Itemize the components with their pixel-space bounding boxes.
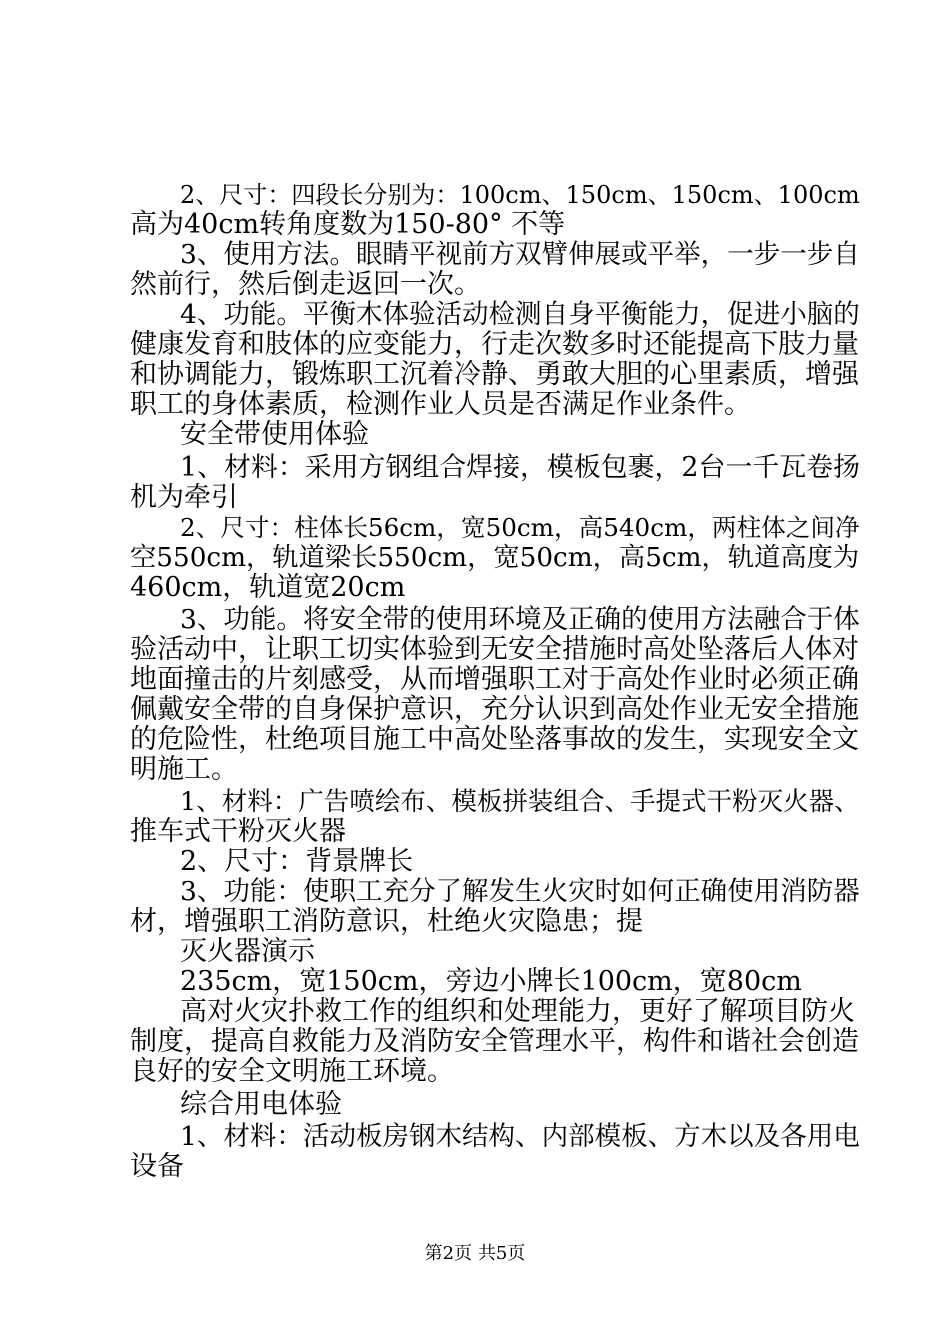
- text-line: 和协调能力，锻炼职工沉着冷静、勇敢大胆的心里素质，增强: [130, 359, 859, 390]
- text-line: 高对火灾扑救工作的组织和处理能力，更好了解项目防火: [180, 996, 855, 1027]
- text-line: 2、尺寸：背景牌长: [180, 846, 414, 877]
- text-line: 高为40cm转角度数为150-80° 不等: [130, 209, 566, 240]
- text-line: 验活动中，让职工切实体验到无安全措施时高处坠落后人体对: [130, 634, 859, 665]
- text-line: 机为牵引: [130, 482, 238, 513]
- text-line: 地面撞击的片刻感受，从而增强职工对于高处作业时必须正确: [130, 664, 859, 695]
- text-line: 空550cm，轨道梁长550cm，宽50cm，高5cm，轨道高度为: [130, 543, 860, 573]
- section-heading: 安全带使用体验: [180, 419, 369, 450]
- section-heading: 综合用电体验: [180, 1089, 342, 1120]
- text-line: 235cm，宽150cm，旁边小牌长100cm，宽80cm: [180, 966, 802, 997]
- text-line: 3、功能：使职工充分了解发生火灾时如何正确使用消防器: [180, 876, 860, 907]
- text-line: 3、功能。将安全带的使用环境及正确的使用方法融合于体: [180, 604, 860, 635]
- text-line: 然前行，然后倒走返回一次。: [130, 269, 481, 300]
- text-line: 的危险性，杜绝项目施工中高处坠落事故的发生，实现安全文: [130, 724, 859, 755]
- text-line: 佩戴安全带的自身保护意识，充分认识到高处作业无安全措施: [130, 694, 859, 725]
- page-number-footer: 第2页 共5页: [424, 1243, 526, 1264]
- text-line: 2、尺寸：柱体长56cm，宽50cm，高540cm，两柱体之间净: [180, 513, 860, 542]
- text-line: 推车式干粉灭火器: [130, 816, 346, 847]
- text-line: 4、功能。平衡木体验活动检测自身平衡能力，促进小脑的: [180, 299, 860, 330]
- text-line: 职工的身体素质，检测作业人员是否满足作业条件。: [130, 389, 751, 420]
- text-line: 材，增强职工消防意识，杜绝火灾隐患；提: [130, 906, 643, 937]
- text-line: 3、使用方法。眼睛平视前方双臂伸展或平举，一步一步自: [180, 239, 860, 270]
- text-line: 1、材料：广告喷绘布、模板拼装组合、手提式干粉灭火器、: [180, 787, 860, 817]
- text-line: 460cm，轨道宽20cm: [130, 572, 406, 603]
- section-heading: 灭火器演示: [180, 936, 315, 967]
- text-line: 健康发育和肢体的应变能力，行走次数多时还能提高下肢力量: [130, 329, 859, 360]
- text-line: 2、尺寸：四段长分别为：100cm、150cm、150cm、100cm: [180, 181, 860, 209]
- text-line: 良好的安全文明施工环境。: [130, 1056, 454, 1087]
- text-line: 设备: [130, 1151, 184, 1182]
- text-line: 明施工。: [130, 754, 238, 785]
- text-line: 制度，提高自救能力及消防安全管理水平，构件和谐社会创造: [130, 1026, 859, 1057]
- text-line: 1、材料：活动板房钢木结构、内部模板、方木以及各用电: [180, 1121, 860, 1152]
- text-line: 1、材料：采用方钢组合焊接，模板包裹，2台一千瓦卷扬: [180, 452, 860, 483]
